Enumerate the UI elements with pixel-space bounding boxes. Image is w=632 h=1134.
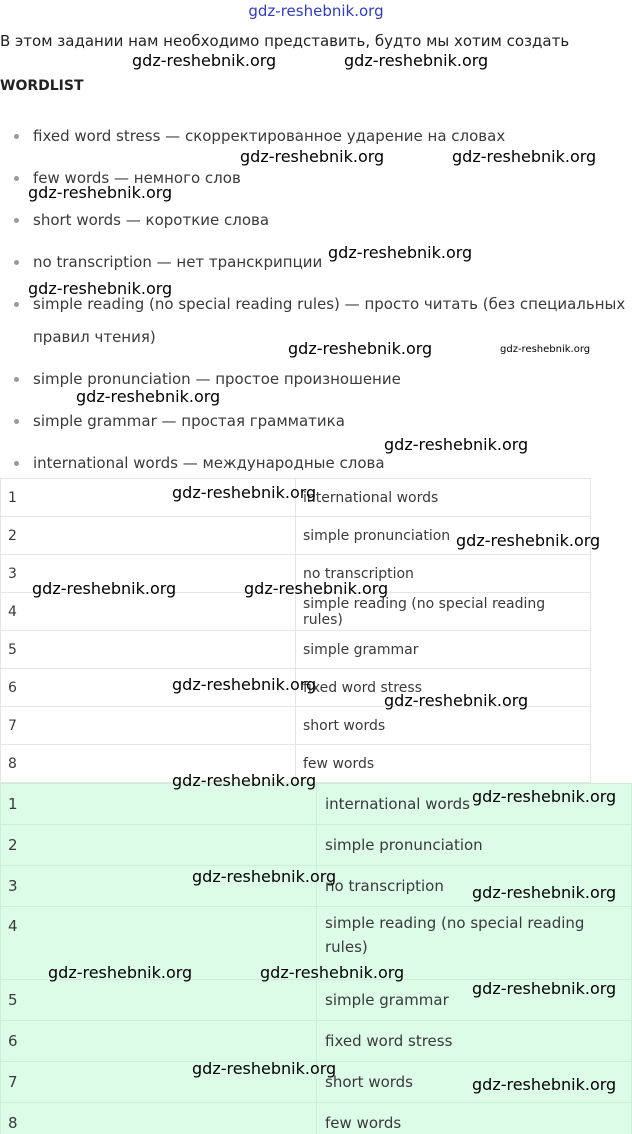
row-number: 7: [1, 707, 296, 745]
row-value: international words: [317, 784, 632, 825]
watermark: gdz-reshebnik.org: [452, 147, 597, 166]
watermark: gdz-reshebnik.org: [28, 183, 173, 202]
table-row: [1, 1103, 632, 1134]
list-item-text: simple reading (no special reading rules) — просто читать (без специальных правил чтения): [33, 295, 626, 346]
intro-text: В этом задании нам необходимо представить, будто мы хотим создать: [0, 32, 570, 50]
row-number: 3: [1, 555, 296, 593]
row-number: 1: [1, 479, 296, 517]
watermark: gdz-reshebnik.org: [192, 867, 337, 886]
watermark: gdz-reshebnik.org: [172, 771, 317, 790]
matching-table: [0, 478, 591, 783]
bullet-icon: [14, 260, 19, 265]
row-value: no transcription: [317, 866, 632, 907]
watermark: gdz-reshebnik.org: [384, 435, 529, 454]
row-value: simple pronunciation: [317, 825, 632, 866]
table-row: [1, 707, 591, 745]
watermark: gdz-reshebnik.org: [472, 883, 617, 902]
bullet-icon: [14, 419, 19, 424]
row-value: short words: [296, 707, 591, 745]
row-value: no transcription: [296, 555, 591, 593]
table-row: [1, 1021, 632, 1062]
row-number: 4: [1, 593, 296, 631]
row-number: 6: [1, 669, 296, 707]
watermark: gdz-reshebnik.org: [500, 344, 591, 355]
watermark: gdz-reshebnik.org: [328, 243, 473, 262]
bullet-icon: [14, 302, 19, 307]
wordlist: [14, 120, 632, 489]
list-item: [14, 405, 632, 438]
watermark: gdz-reshebnik.org: [260, 963, 405, 982]
row-number: 3: [1, 866, 317, 907]
watermark: gdz-reshebnik.org: [456, 531, 601, 550]
bullet-icon: [14, 134, 19, 139]
bullet-icon: [14, 377, 19, 382]
watermark: gdz-reshebnik.org: [240, 147, 385, 166]
watermark: gdz-reshebnik.org: [28, 279, 173, 298]
row-value: simple reading (no special reading rules): [296, 593, 591, 631]
bullet-icon: [14, 461, 19, 466]
watermark: gdz-reshebnik.org: [172, 483, 317, 502]
row-value: simple pronunciation: [296, 517, 591, 555]
row-value: short words: [317, 1062, 632, 1103]
watermark: gdz-reshebnik.org: [76, 387, 221, 406]
row-value: fixed word stress: [296, 669, 591, 707]
row-number: 1: [1, 784, 317, 825]
table-row: [1, 631, 591, 669]
watermark: gdz-reshebnik.org: [172, 675, 317, 694]
row-value: few words: [317, 1103, 632, 1134]
row-value: international words: [296, 479, 591, 517]
table-row: [1, 593, 591, 631]
watermark: gdz-reshebnik.org: [288, 339, 433, 358]
watermark: gdz-reshebnik.org: [472, 787, 617, 806]
watermark: gdz-reshebnik.org: [132, 51, 277, 70]
row-number: 7: [1, 1062, 317, 1103]
list-item: [14, 447, 632, 480]
row-value: few words: [296, 745, 591, 783]
watermark: gdz-reshebnik.org: [472, 1075, 617, 1094]
list-item: [14, 246, 632, 279]
site-header-link[interactable]: gdz-reshebnik.org: [248, 2, 384, 20]
row-number: 2: [1, 517, 296, 555]
row-value: simple grammar: [317, 980, 632, 1021]
row-number: 8: [1, 1103, 317, 1134]
table-row: [1, 825, 632, 866]
list-item: [14, 204, 632, 237]
list-item-text: fixed word stress — скорректированное ударение на словах: [33, 127, 506, 145]
row-number: 6: [1, 1021, 317, 1062]
row-number: 5: [1, 631, 296, 669]
watermark: gdz-reshebnik.org: [384, 691, 529, 710]
row-number: 4: [1, 907, 317, 980]
section-title: WORDLIST: [0, 78, 84, 94]
watermark: gdz-reshebnik.org: [472, 979, 617, 998]
list-item-text: simple pronunciation — простое произношение: [33, 370, 401, 388]
watermark: gdz-reshebnik.org: [244, 579, 389, 598]
row-value: fixed word stress: [317, 1021, 632, 1062]
row-value: simple grammar: [296, 631, 591, 669]
list-item-text: short words — короткие слова: [33, 211, 270, 229]
row-value: simple reading (no special reading rules): [317, 907, 632, 980]
bullet-icon: [14, 176, 19, 181]
list-item-text: international words — международные слова: [33, 454, 385, 472]
list-item-text: no transcription — нет транскрипции: [33, 253, 323, 271]
list-item-text: few words — немного слов: [33, 169, 241, 187]
row-number: 8: [1, 745, 296, 783]
watermark: gdz-reshebnik.org: [344, 51, 489, 70]
watermark: gdz-reshebnik.org: [32, 579, 177, 598]
bullet-icon: [14, 218, 19, 223]
list-item-text: simple grammar — простая грамматика: [33, 412, 345, 430]
watermark: gdz-reshebnik.org: [48, 963, 193, 982]
watermark: gdz-reshebnik.org: [192, 1059, 337, 1078]
row-number: 2: [1, 825, 317, 866]
row-number: 5: [1, 980, 317, 1021]
